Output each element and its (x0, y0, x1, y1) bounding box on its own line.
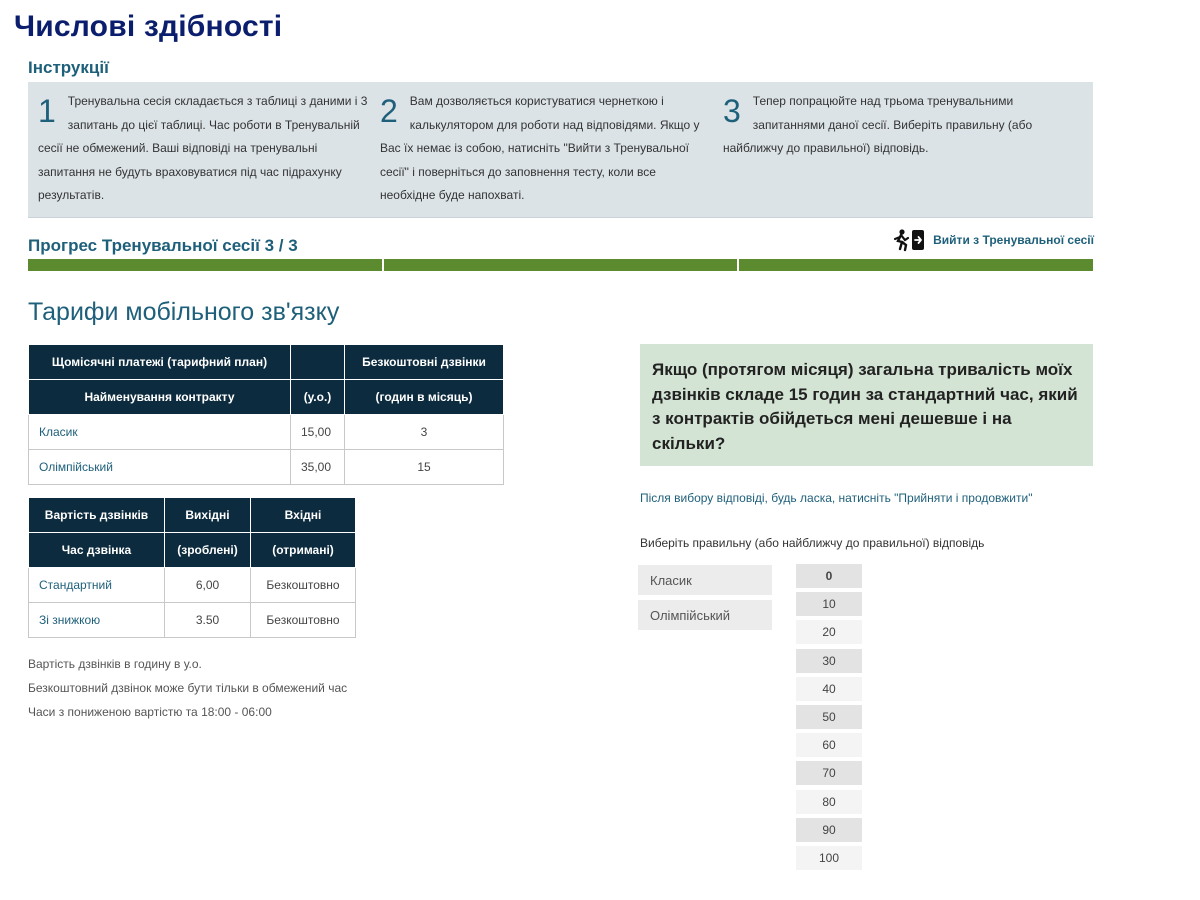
section-title: Тарифи мобільного зв'язку (28, 298, 340, 326)
amount-option[interactable]: 20 (796, 620, 862, 644)
step-number: 2 (380, 93, 398, 129)
table-cell: 15 (345, 450, 504, 485)
exit-running-man-icon (893, 228, 927, 252)
accept-hint: Після вибору відповіді, будь ласка, натисніть "Прийняти і продовжити" (640, 491, 1033, 505)
step-text: Вам дозволяється користуватися чернеткою і калькулятором для роботи над відповідями. Якщо у Вас їх немає із собою, натисніть "Вийти з Тренувальної сесії" і поверніться до заповнення тесту, коли все необхідне буде напохваті. (380, 94, 700, 202)
step-text: Тренувальна сесія складається з таблиці з даними і 3 запитань до цієї таблиці. Час роботи в Тренувальній сесії не обмежений. Ваші відповіді на тренувальні запитання не будуть враховуватися під час підрахунку результатів. (38, 94, 368, 202)
table-header-cell: (зроблені) (165, 533, 251, 568)
note-line: Часи з пониженою вартістю та 18:00 - 06:00 (28, 705, 272, 719)
amount-option[interactable]: 50 (796, 705, 862, 729)
table-header-cell: (у.о.) (291, 380, 345, 415)
table-row (29, 603, 356, 638)
answer-option-olimpiiskyi[interactable]: Олімпійський (638, 600, 772, 630)
table-cell: 35,00 (291, 450, 345, 485)
amount-option[interactable]: 40 (796, 677, 862, 701)
answer-option-klasyk[interactable]: Класик (638, 565, 772, 595)
exit-session-label: Вийти з Тренувальної сесії (933, 233, 1094, 247)
amount-option[interactable]: 80 (796, 790, 862, 814)
table-header-cell: Вхідні (251, 498, 356, 533)
table-cell: Зі знижкою (29, 603, 165, 638)
table-header-cell: Безкоштовні дзвінки (345, 345, 504, 380)
tariff-plans-table (28, 344, 504, 485)
step-number: 3 (723, 93, 741, 129)
progress-segment (28, 259, 382, 271)
amount-option[interactable]: 10 (796, 592, 862, 616)
amount-option[interactable]: 30 (796, 649, 862, 673)
amount-option[interactable]: 70 (796, 761, 862, 785)
slide-title: Числові здібності (14, 10, 283, 43)
call-costs-table (28, 497, 356, 638)
table-header-row (29, 533, 356, 568)
choose-hint: Виберіть правильну (або найближчу до правильної) відповідь (640, 536, 985, 550)
table-row (29, 450, 504, 485)
instructions-panel (28, 82, 1093, 218)
instruction-step-3 (723, 90, 1053, 161)
amount-option[interactable]: 0 (796, 564, 862, 588)
instructions-heading: Інструкції (28, 58, 109, 77)
exit-session-button[interactable] (893, 228, 1094, 252)
amount-option[interactable]: 90 (796, 818, 862, 842)
table-cell: Безкоштовно (251, 603, 356, 638)
table-notes (28, 652, 347, 724)
amount-options (796, 564, 862, 874)
progress-bar (28, 259, 1093, 271)
table-header-cell (291, 345, 345, 380)
step-number: 1 (38, 93, 56, 129)
table-header-cell: Вихідні (165, 498, 251, 533)
amount-option[interactable]: 100 (796, 846, 862, 870)
note-line: Вартість дзвінків в годину в у.о. (28, 657, 202, 671)
instruction-step-1 (38, 90, 368, 208)
table-cell: Класик (29, 415, 291, 450)
table-cell: 3.50 (165, 603, 251, 638)
table-header-cell: Найменування контракту (29, 380, 291, 415)
table-header-row (29, 345, 504, 380)
table-cell: 3 (345, 415, 504, 450)
amount-option[interactable]: 60 (796, 733, 862, 757)
table-cell: 15,00 (291, 415, 345, 450)
instruction-step-2 (380, 90, 710, 208)
table-header-row (29, 498, 356, 533)
table-header-cell: Вартість дзвінків (29, 498, 165, 533)
table-cell: 6,00 (165, 568, 251, 603)
table-cell: Стандартний (29, 568, 165, 603)
table-cell: Олімпійський (29, 450, 291, 485)
table-header-cell: (годин в місяць) (345, 380, 504, 415)
table-row (29, 415, 504, 450)
step-text: Тепер попрацюйте над трьома тренувальними запитаннями даної сесії. Виберіть правильну (або найближчу до правильної) відповідь. (723, 94, 1033, 155)
table-row (29, 568, 356, 603)
note-line: Безкоштовний дзвінок може бути тільки в обмежений час (28, 681, 348, 695)
progress-segment (384, 259, 738, 271)
question-text: Якщо (протягом місяця) загальна тривалість моїх дзвінків складе 15 годин за стандартний час, який з контрактів обійдеться мені дешевше і на скільки? (640, 344, 1093, 466)
progress-label: Прогрес Тренувальної сесії 3 / 3 (28, 236, 298, 255)
table-header-cell: Час дзвінка (29, 533, 165, 568)
table-header-cell: (отримані) (251, 533, 356, 568)
table-header-cell: Щомісячні платежі (тарифний план) (29, 345, 291, 380)
table-cell: Безкоштовно (251, 568, 356, 603)
progress-segment (739, 259, 1093, 271)
table-header-row (29, 380, 504, 415)
